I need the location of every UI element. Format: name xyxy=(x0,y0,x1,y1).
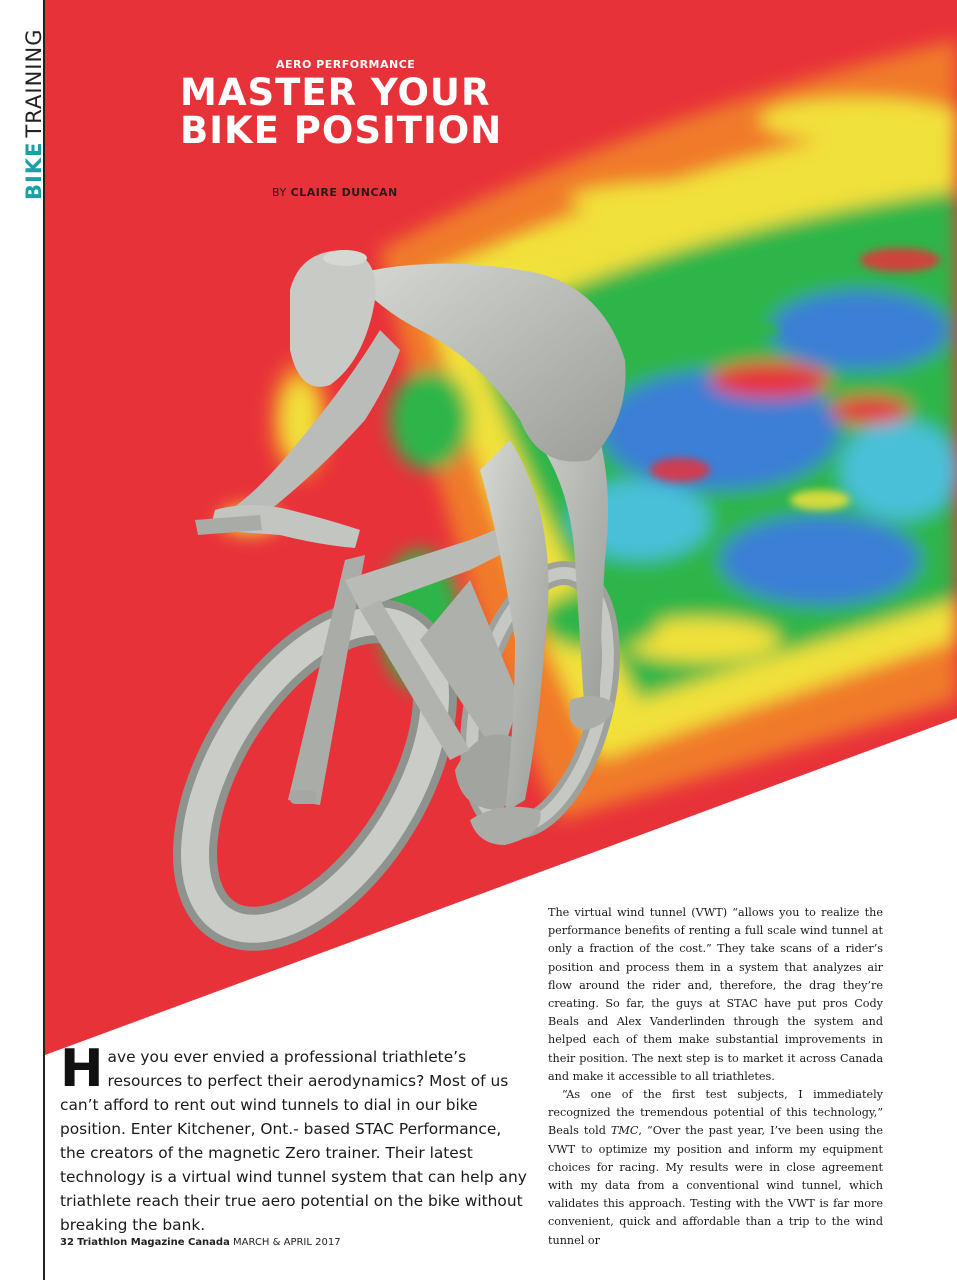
headline-line-1: MASTER YOUR xyxy=(180,71,491,114)
lead-text: ave you ever envied a professional triathlete’s resources to perfect their aerodynamics? Most of us can’t afford to rent out wind tunnels to dial in our bike position. Enter Kitchener, Ont.- based STAC Performance, the creators of the magnetic Zero trainer. Their latest technology is a virtual wind tunnel system that can help any triathlete reach their true aero potential on the bike without breaking the bank. xyxy=(60,1048,527,1234)
kicker: AERO PERFORMANCE xyxy=(276,58,416,71)
body-paragraph-2-b: , “Over the past year, I’ve been using the VWT to optimize my position and inform my equipment choices for racing. My results were in close agreement with my data from a conventional wind tunnel, which validates this approach. Testing with the VWT is far more convenient, quick and affordable than a trip to the wind tunnel or xyxy=(548,1124,883,1247)
byline-author: CLAIRE DUNCAN xyxy=(290,186,398,199)
page-number: 32 xyxy=(60,1237,74,1248)
section-name: TRAINING xyxy=(22,28,46,138)
body-paragraph-2-a: “As one of the first test subjects, I immediately recognized the tremendous potential of this technology,” Beals told xyxy=(548,1088,883,1138)
magazine-name: Triathlon Magazine Canada xyxy=(77,1237,230,1248)
body-paragraph-1: The virtual wind tunnel (VWT) “allows you to realize the performance benefits of renting a full scale wind tunnel at only a fraction of the cost.” They take scans of a rider’s position and process them in a system that analyzes air flow around the rider and, therefore, the drag they’re creating. So far, the guys at STAC have put pros Cody Beals and Alex Vanderlinden through the system and helped each of them make substantial improvements in their position. The next step is to market it across Canada and make it accessible to all triathletes. xyxy=(548,906,883,1083)
byline xyxy=(272,186,398,199)
headline-line-2: BIKE POSITION xyxy=(180,109,503,152)
drop-cap: H xyxy=(60,1039,104,1099)
lead-paragraph xyxy=(60,1039,530,1237)
body-column xyxy=(548,904,883,1250)
body-paragraph-2 xyxy=(548,1086,883,1250)
section-accent: BIKE xyxy=(22,141,46,200)
headline xyxy=(180,71,503,152)
page-footer xyxy=(60,1237,341,1248)
section-label xyxy=(22,28,46,240)
body-paragraph-2-em: TMC xyxy=(610,1124,639,1138)
issue-date: MARCH & APRIL 2017 xyxy=(233,1237,341,1248)
byline-prefix: BY xyxy=(272,186,287,199)
